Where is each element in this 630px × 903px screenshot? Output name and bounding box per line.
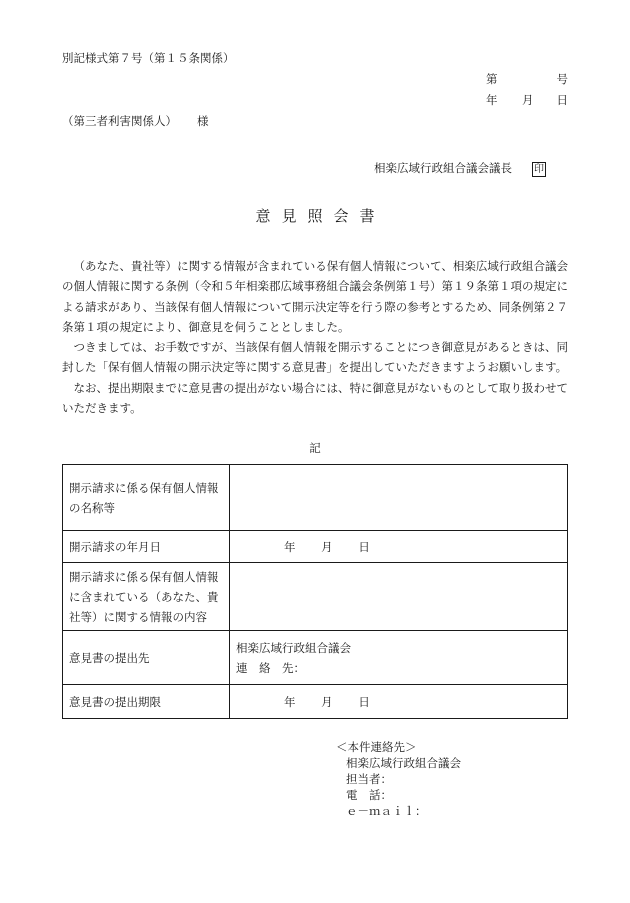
document-number (486, 71, 568, 87)
row-value-submission-deadline (230, 685, 568, 719)
body-paragraph: なお、提出期限までに意見書の提出がない場合には、特に御意見がないものとして取り扱わせていただきます。 (62, 380, 568, 416)
deadline-day: 日 (358, 694, 370, 709)
addressee (62, 113, 209, 129)
row-label-request-date: 開示請求の年月日 (63, 531, 230, 563)
row-label-disclosure-name: 開示請求に係る保有個人情報の名称等 (63, 465, 230, 531)
deadline-year: 年 (284, 694, 296, 709)
submission-destination-org: 相楽広域行政組合議会 (236, 640, 351, 655)
document-date-month: 月 (522, 93, 534, 107)
request-date-day: 日 (358, 539, 370, 554)
ki-heading: 記 (309, 441, 321, 455)
row-label-info-content: 開示請求に係る保有個人情報に含まれている（あなた、貴社等）に関する情報の内容 (63, 563, 230, 631)
sender-name: 相楽広域行政組合議会議長 (374, 161, 512, 175)
document-date-day: 日 (556, 93, 568, 107)
sender (374, 160, 546, 177)
body-paragraph: つきましては、お手数ですが、当該保有個人情報を開示することにつき御意見があるときは、同封した「保有個人情報の開示決定等に関する意見書」を提出していただきますようお願いします。 (62, 340, 568, 375)
table-row (63, 465, 568, 531)
contact-phone: 電 話： (346, 788, 392, 802)
row-value-disclosure-name (230, 465, 568, 531)
contact-email: ｅ－ｍａｉｌ： (346, 804, 427, 818)
contact-org: 相楽広域行政組合議会 (346, 756, 461, 770)
contact-block (336, 739, 461, 819)
request-date-month: 月 (321, 539, 333, 554)
table-row (63, 631, 568, 685)
form-identifier: 別記様式第７号（第１５条関係） (62, 51, 235, 65)
table-row (63, 563, 568, 631)
row-label-submission-deadline: 意見書の提出期限 (63, 685, 230, 719)
document-number-suffix: 号 (556, 72, 568, 86)
seal-mark: 印 (534, 163, 544, 175)
submission-destination-contact: 連 絡 先： (236, 660, 305, 675)
row-label-submission-destination: 意見書の提出先 (63, 631, 230, 685)
row-value-submission-destination (230, 631, 568, 685)
request-date-year: 年 (284, 539, 296, 554)
document-number-prefix: 第 (486, 72, 498, 86)
document-date-year: 年 (486, 93, 498, 107)
document-title: 意見照会書 (255, 207, 386, 225)
body-paragraph: （あなた、貴社等）に関する情報が含まれている保有個人情報について、相楽広域行政組合議会の個人情報に関する条例（令和５年相楽郡広域事務組合議会条例第１号）第１９条第１項の規定による請求があり、当該保有個人情報について開示決定等を行う際の参考とするため、同条例第２７条第１項の規定により、御意見を伺うこととしました。 (62, 259, 568, 334)
row-value-info-content (230, 563, 568, 631)
info-table (62, 464, 568, 719)
addressee-honorific: 様 (197, 114, 209, 128)
table-row (63, 531, 568, 563)
addressee-name: （第三者利害関係人） (62, 114, 177, 128)
row-value-request-date (230, 531, 568, 563)
contact-person: 担当者： (346, 772, 392, 786)
deadline-month: 月 (321, 694, 333, 709)
body-text (62, 256, 568, 418)
contact-heading: ＜本件連絡先＞ (336, 740, 417, 754)
table-row (63, 685, 568, 719)
